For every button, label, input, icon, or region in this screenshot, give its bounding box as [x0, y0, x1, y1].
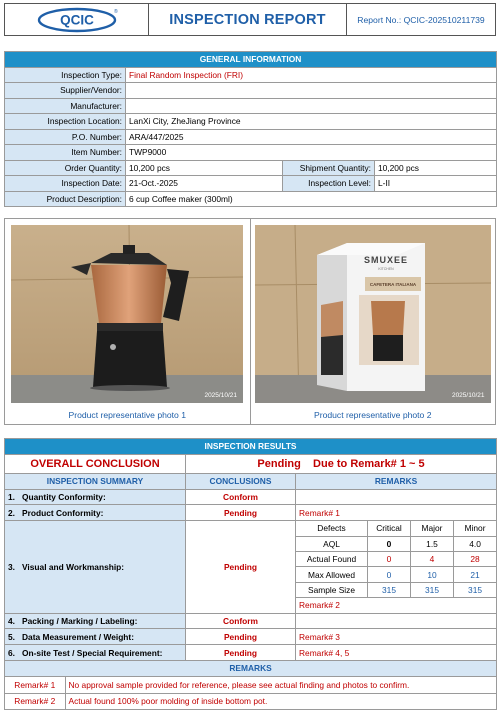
row-remark: Remark# 1	[296, 505, 497, 521]
inspection-location-label: Inspection Location:	[5, 114, 126, 130]
remark-item	[5, 676, 497, 693]
row-remark	[296, 489, 497, 505]
actual-found-critical: 0	[368, 551, 411, 566]
row-conclusion: Pending	[186, 645, 296, 661]
row-label: On-site Test / Special Requirement:	[22, 647, 163, 658]
report-title: INSPECTION REPORT	[149, 4, 347, 35]
photo-2-timestamp: 2025/10/21	[451, 392, 485, 399]
inspection-date-label: Inspection Date:	[5, 176, 126, 192]
box-text: CAFETERA ITALIANA	[369, 282, 416, 287]
conclusions-column-header: CONCLUSIONS	[186, 473, 296, 489]
row-remark: Remark# 2	[296, 598, 497, 613]
order-quantity-label: Order Quantity:	[5, 160, 126, 176]
report-number: Report No.: QCIC-202510211739	[357, 14, 485, 25]
row-number: 2.	[8, 507, 15, 518]
result-row	[5, 489, 497, 505]
aql-header-row	[5, 521, 497, 536]
row-remark: Remark# 4, 5	[296, 645, 497, 661]
po-number-label: P.O. Number:	[5, 129, 126, 145]
row-conclusion: Pending	[186, 505, 296, 521]
sample-size-minor: 315	[454, 582, 497, 597]
row-number: 4.	[8, 615, 15, 626]
max-allowed-label: Max Allowed	[296, 567, 368, 582]
aql-head-minor: Minor	[454, 521, 497, 536]
row-label: Product Conformity:	[22, 507, 104, 518]
product-photo-1	[11, 225, 243, 403]
product-photo-2	[255, 225, 491, 403]
actual-found-minor: 28	[454, 551, 497, 566]
inspection-level-label: Inspection Level:	[283, 176, 375, 192]
inspection-level-value: L-II	[375, 176, 497, 192]
row-remark: Remark# 3	[296, 629, 497, 645]
inspection-results-table	[4, 438, 497, 710]
remark-key: Remark# 1	[5, 677, 65, 693]
sample-size-critical: 315	[368, 582, 411, 597]
result-row	[5, 613, 497, 629]
photo-cell-1	[5, 219, 250, 424]
order-quantity-value: 10,200 pcs	[126, 160, 283, 176]
overall-conclusion-label: OVERALL CONCLUSION	[5, 454, 186, 473]
aql-head-defects: Defects	[296, 521, 368, 536]
row-remark	[296, 613, 497, 629]
manufacturer-value	[126, 98, 497, 114]
box-brand: SMUXEE	[363, 255, 408, 265]
report-header	[4, 3, 496, 36]
remarks-column-header: REMARKS	[296, 473, 497, 489]
box-brand-sub: KITCHEN	[377, 267, 394, 271]
logo-text: QCIC	[59, 12, 94, 27]
general-info-heading: GENERAL INFORMATION	[5, 52, 497, 68]
inspection-location-value: LanXi City, ZheJiang Province	[126, 114, 497, 130]
photo-1-caption: Product representative photo 1	[68, 410, 187, 420]
aql-head-major: Major	[411, 521, 454, 536]
max-allowed-major: 10	[411, 567, 454, 582]
result-row	[5, 505, 497, 521]
max-allowed-minor: 21	[454, 567, 497, 582]
row-label: Quantity Conformity:	[22, 491, 106, 502]
row-number: 5.	[8, 631, 15, 642]
inspection-type-value: Final Random Inspection (FRI)	[126, 67, 497, 83]
row-conclusion: Conform	[186, 613, 296, 629]
remark-text: No approval sample provided for reference, please see actual finding and photos to confirm.	[68, 679, 410, 690]
svg-text:®: ®	[113, 8, 118, 15]
row-number: 3.	[8, 561, 15, 572]
manufacturer-label: Manufacturer:	[5, 98, 126, 114]
aql-label: AQL	[296, 536, 368, 551]
row-number: 1.	[8, 491, 15, 502]
aql-critical: 0	[368, 536, 411, 551]
remarks-heading: REMARKS	[5, 660, 497, 676]
photo-cell-2	[250, 219, 496, 424]
row-conclusion: Conform	[186, 489, 296, 505]
row-label: Packing / Marking / Labeling:	[22, 615, 138, 626]
remark-text: Actual found 100% poor molding of inside bottom pot.	[68, 696, 268, 707]
sample-size-label: Sample Size	[296, 582, 368, 597]
product-description-label: Product Description:	[5, 191, 126, 207]
product-photos	[4, 218, 496, 425]
general-info-table	[4, 51, 497, 207]
photo-1-timestamp: 2025/10/21	[204, 392, 237, 399]
summary-column-header: INSPECTION SUMMARY	[5, 473, 186, 489]
max-allowed-critical: 0	[368, 567, 411, 582]
remark-item	[5, 693, 497, 710]
row-conclusion: Pending	[186, 629, 296, 645]
row-label: Data Measurement / Weight:	[22, 631, 134, 642]
inspection-date-value: 21-Oct.-2025	[126, 176, 283, 192]
overall-status: Pending	[257, 457, 301, 470]
product-description-value: 6 cup Coffee maker (300ml)	[126, 191, 497, 207]
item-number-label: Item Number:	[5, 145, 126, 161]
shipment-quantity-value: 10,200 pcs	[375, 160, 497, 176]
item-number-value: TWP9000	[126, 145, 497, 161]
overall-conclusion-value	[186, 454, 497, 473]
photo-2-caption: Product representative photo 2	[313, 410, 432, 420]
actual-found-major: 4	[411, 551, 454, 566]
result-row	[5, 629, 497, 645]
inspection-results-heading: INSPECTION RESULTS	[5, 439, 497, 455]
remark-key: Remark# 2	[5, 694, 65, 710]
supplier-value	[126, 83, 497, 99]
aql-major: 1.5	[411, 536, 454, 551]
actual-found-label: Actual Found	[296, 551, 368, 566]
qcic-logo	[5, 4, 149, 35]
aql-minor: 4.0	[454, 536, 497, 551]
inspection-type-label: Inspection Type:	[5, 67, 126, 83]
row-number: 6.	[8, 647, 15, 658]
aql-head-critical: Critical	[368, 521, 411, 536]
sample-size-major: 315	[411, 582, 454, 597]
overall-due: Due to Remark# 1 ~ 5	[313, 457, 425, 470]
qcic-logo-icon	[36, 7, 118, 33]
shipment-quantity-label: Shipment Quantity:	[283, 160, 375, 176]
po-number-value: ARA/447/2025	[126, 129, 497, 145]
supplier-label: Supplier/Vendor:	[5, 83, 126, 99]
row-label: Visual and Workmanship:	[22, 561, 125, 572]
row-conclusion: Pending	[186, 521, 296, 613]
result-row	[5, 645, 497, 661]
